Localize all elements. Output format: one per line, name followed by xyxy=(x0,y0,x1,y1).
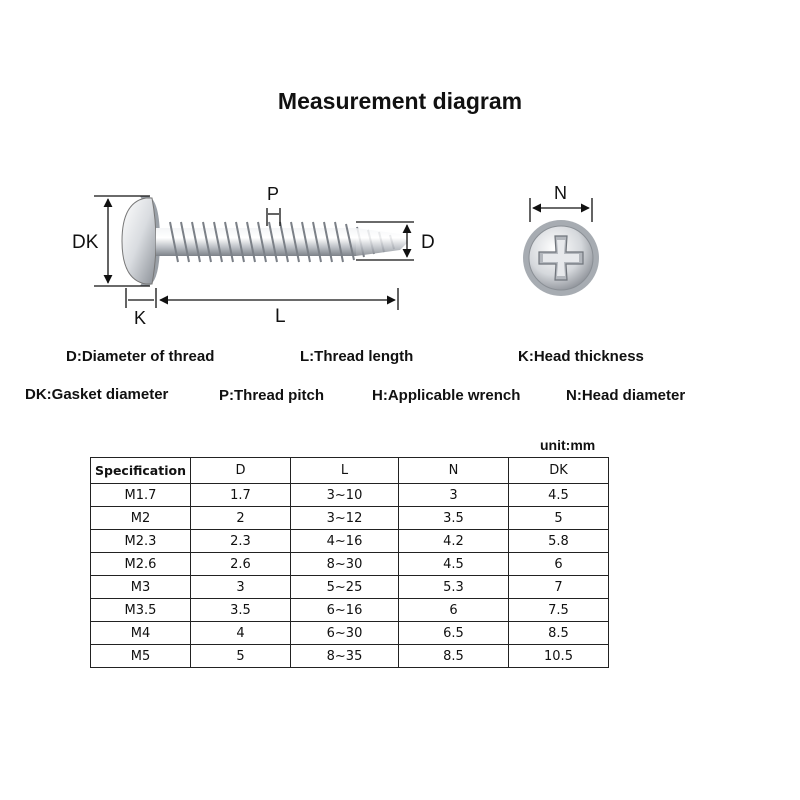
cell-dk: 7.5 xyxy=(509,599,609,622)
cell-dk: 5 xyxy=(509,507,609,530)
header-dk: DK xyxy=(509,458,609,484)
cell-n: 3 xyxy=(399,484,509,507)
table-row xyxy=(91,645,609,668)
n-label: N xyxy=(554,183,567,203)
cell-l: 4~16 xyxy=(291,530,399,553)
k-label: K xyxy=(134,308,147,328)
cell-l: 6~30 xyxy=(291,622,399,645)
cell-n: 8.5 xyxy=(399,645,509,668)
cell-d: 5 xyxy=(191,645,291,668)
dk-label: DK xyxy=(72,232,99,253)
cell-l: 5~25 xyxy=(291,576,399,599)
legend-n: N:Head diameter xyxy=(566,387,686,404)
page-title: Measurement diagram xyxy=(277,88,523,114)
cell-d: 1.7 xyxy=(191,484,291,507)
cell-d: 3 xyxy=(191,576,291,599)
legend-p: P:Thread pitch xyxy=(219,387,325,404)
header-specification: Specification xyxy=(91,458,191,484)
header-d: D xyxy=(191,458,291,484)
table-row xyxy=(91,576,609,599)
cell-dk: 4.5 xyxy=(509,484,609,507)
d-label: D xyxy=(421,232,435,253)
cell-n: 6.5 xyxy=(399,622,509,645)
table-header-row xyxy=(91,458,609,484)
cell-spec: M5 xyxy=(91,645,191,668)
cell-l: 8~30 xyxy=(291,553,399,576)
legend-h: H:Applicable wrench xyxy=(372,387,521,404)
table-row xyxy=(91,599,609,622)
cell-n: 3.5 xyxy=(399,507,509,530)
cell-l: 3~10 xyxy=(291,484,399,507)
p-label: P xyxy=(267,184,280,204)
cell-spec: M4 xyxy=(91,622,191,645)
legend-k: K:Head thickness xyxy=(518,348,644,365)
cell-spec: M1.7 xyxy=(91,484,191,507)
cell-l: 3~12 xyxy=(291,507,399,530)
cell-d: 4 xyxy=(191,622,291,645)
table-row xyxy=(91,507,609,530)
cell-dk: 7 xyxy=(509,576,609,599)
specification-table xyxy=(90,457,609,668)
cell-d: 2 xyxy=(191,507,291,530)
cell-dk: 8.5 xyxy=(509,622,609,645)
cell-dk: 10.5 xyxy=(509,645,609,668)
screw-top-view xyxy=(523,220,599,296)
cell-spec: M2.6 xyxy=(91,553,191,576)
cell-d: 2.3 xyxy=(191,530,291,553)
cell-spec: M2 xyxy=(91,507,191,530)
cell-d: 2.6 xyxy=(191,553,291,576)
legend-d: D:Diameter of thread xyxy=(66,348,215,365)
table-row xyxy=(91,530,609,553)
cell-l: 6~16 xyxy=(291,599,399,622)
header-l: L xyxy=(291,458,399,484)
cell-n: 5.3 xyxy=(399,576,509,599)
cell-l: 8~35 xyxy=(291,645,399,668)
table-row xyxy=(91,622,609,645)
table-row xyxy=(91,484,609,507)
cell-n: 6 xyxy=(399,599,509,622)
cell-dk: 6 xyxy=(509,553,609,576)
cell-spec: M3.5 xyxy=(91,599,191,622)
header-n: N xyxy=(399,458,509,484)
cell-spec: M2.3 xyxy=(91,530,191,553)
cell-n: 4.5 xyxy=(399,553,509,576)
unit-label: unit:mm xyxy=(540,437,596,453)
legend-dk: DK:Gasket diameter xyxy=(25,386,169,403)
cell-spec: M3 xyxy=(91,576,191,599)
screw-side-view xyxy=(122,196,408,286)
table-row xyxy=(91,553,609,576)
legend-l: L:Thread length xyxy=(300,348,414,365)
cell-n: 4.2 xyxy=(399,530,509,553)
l-label: L xyxy=(275,306,286,327)
cell-dk: 5.8 xyxy=(509,530,609,553)
cell-d: 3.5 xyxy=(191,599,291,622)
